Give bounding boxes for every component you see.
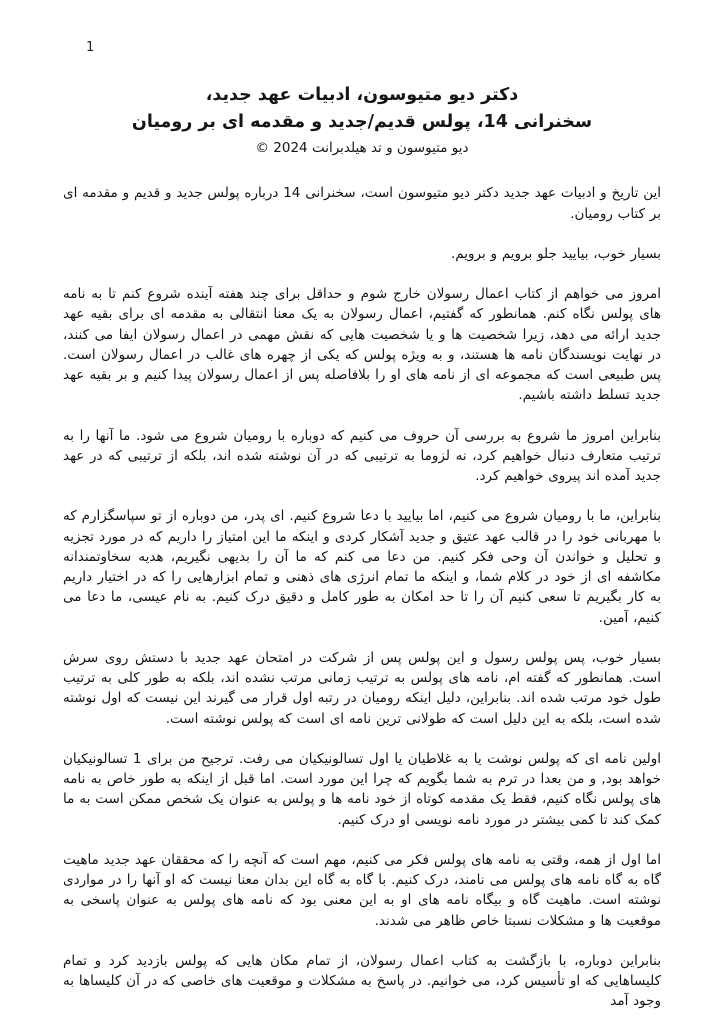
copyright-line: © 2024 دیو متیوسون و تد هیلدبرانت	[255, 140, 469, 157]
document-title	[63, 82, 661, 136]
paragraph-8: اما اول از همه، وقتی به نامه های پولس فکر می کنیم، مهم است که آنچه را که محققان عهد جدید ماهیت گاه به گاه نامه های پولس می نامند، درک کنیم. با گاه به گاه این بدان معنا نیست که او آنها را در مواردی نوشته است. ماهیت گاه و بیگاه نامه های او به این معنی بود که نامه های پولس به عنوان پاسخی به موقعیت ها و مشکلات نسبتا خاص ظاهر می شدند.	[63, 851, 661, 929]
paragraph-2: بسیار خوب، بیایید جلو برویم و برویم.	[450, 245, 661, 262]
paragraph-5: بنابراین، ما با رومیان شروع می کنیم، اما بیایید با دعا شروع کنیم. ای پدر، من دوباره از تو سپاسگزارم که با مهربانی خود را در قالب عهد عتیق و جدید آشکار کردی و اینکه ما این امتیاز را داریم که در مورد تجزیه و تحلیل و خواندن آن وحی فکر کنیم. من دعا می کنم که ما آن را بدیهی نگیریم، هدیه سخاوتمندانه مکاشفه ای از خود در کلام شما، و اینکه ما تمام انرژی های ذهنی و تمام ابزارهایی را که در اختیار داریم به کار بگیریم تا سعی کنیم آن را تا حد امکان به طور کامل و دقیق درک کنیم. به نام عیسی، ما دعا می کنیم، آمین.	[63, 508, 661, 626]
paragraph-9: بنابراین دوباره، با بازگشت به کتاب اعمال رسولان، از تمام مکان هایی که پولس بازدید کرد و تمام کلیساهایی که او تأسیس کرد، می خوانیم. در پاسخ به مشکلات و موقعیت های خاصی که در آن کلیساها به وجود آمد	[63, 952, 661, 1010]
paragraph-container	[63, 183, 661, 1011]
paragraph-7: اولین نامه ای که پولس نوشت یا به غلاطیان یا اول تسالونیکیان می رفت. ترجیح من برای 1 تسالونیکیان خواهد بود, و من بعدا در ترم به شما بگویم که چرا این مورد است. اما قبل از اینکه به طور خاص به نامه های پولس نگاه کنیم، فقط یک مقدمه کوتاه از خود نامه ها و پولس به عنوان یک شخص ممکن است به ما کمک کند تا کمی بیشتر در مورد نامه نویسی او درک کنیم.	[63, 750, 662, 828]
paragraph-4: بنابراین امروز ما شروع به بررسی آن حروف می کنیم که دوباره با رومیان شروع می شود. ما آنها را به ترتیب متعارف دنبال خواهیم کرد، نه لزوما به ترتیبی که در آن نوشته شده اند، بلکه از ترتیبی که در عهد جدید آمده اند پیروی خواهیم کرد.	[63, 427, 661, 484]
paragraph-6: بسیار خوب، پس پولس رسول و این پولس پس از شرکت در امتحان عهد جدید با دستش روی سرش است. همانطور که گفته ام، نامه های پولس به ترتیب زمانی مرتب نشده اند، بلکه به طور کلی به ترتیب طول خود مرتب شده اند. بنابراین، دلیل اینکه رومیان در رتبه اول قرار می گیرند این نیست که اول نوشته شده است، بلکه به این دلیل است که طولانی ترین نامه ای است که پولس نوشته است.	[63, 649, 661, 727]
title-line-1: دکتر دیو متیوسون، ادبیات عهد جدید،	[205, 85, 519, 105]
page-number: 1	[86, 40, 95, 55]
paragraph-3: امروز می خواهم از کتاب اعمال رسولان خارج شوم و حداقل برای چند هفته آینده شروع کنم تا به نامه های پولس نگاه کنم. همانطور که گفتیم، اعمال رسولان به یک معنا انتقالی به مقدمه ای برای بقیه عهد جدید ارائه می دهد، زیرا شخصیت ها و یا شخصیت هایی که نقش مهمی در اعمال رسولان ایفا می کنند، در نهایت نویسندگان نامه ها هستند، و به ویژه پولس که یکی از چهره های غالب در اعمال رسولان است. پس طبیعی است که مجموعه ای از نامه های او را بلافاصله پس از اعمال رسولان پیدا کنیم و بر بقیه عهد جدید تسلط داشته باشیم.	[63, 286, 661, 404]
paragraph-1: این تاریخ و ادبیات عهد جدید دکتر دیو متیوسون است، سخنرانی 14 درباره پولس جدید و قدیم و مقدمه ای بر کتاب رومیان.	[63, 185, 661, 222]
title-line-2: سخنرانی 14، پولس قدیم/جدید و مقدمه ای بر رومیان	[131, 112, 593, 133]
document-body	[63, 82, 661, 1012]
